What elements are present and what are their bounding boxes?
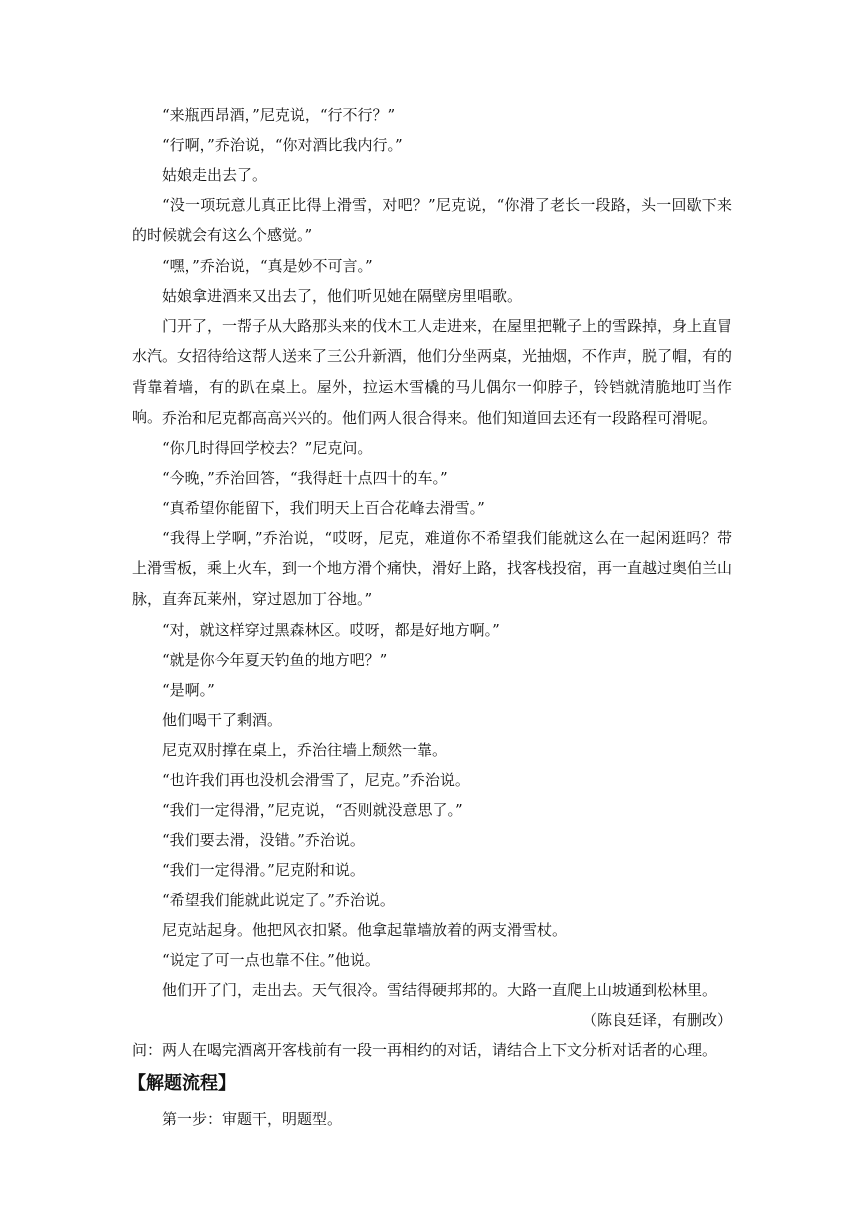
paragraph-2: “行啊，”乔治说，“你对酒比我内行。” (162, 136, 403, 154)
paragraph-15: “是啊。” (162, 681, 215, 699)
paragraph-1: “来瓶西昂酒，”尼克说，“行不行？” (162, 106, 396, 124)
paragraph-19: “我们一定得滑，”尼克说，“否则就没意思了。” (162, 801, 463, 819)
paragraph-21: “我们一定得滑。”尼克附和说。 (162, 861, 365, 879)
paragraph-8: 乔治和尼克都高高兴兴的。他们两人很合得来。他们知道回去还有一段路程可滑呢。 (162, 409, 718, 427)
translator-attribution: （陈良廷译，有删改） (581, 1011, 732, 1029)
paragraph-13: “对，就这样穿过黑森林区。哎呀，都是好地方啊。” (162, 621, 500, 639)
paragraph-11: “真希望你能留下，我们明天上百合花峰去滑雪。” (162, 499, 485, 517)
paragraph-7: 门开了，一帮子从大路那头来的伐木工人走进来，在屋里把靴子上的雪跺掉，身上直冒水汽。女招待给这帮人送来了三公升新酒，他们分坐两桌，光抽烟，不作声，脱了帽，有的背靠着墙，有的趴在桌上。屋外，拉运木雪橇的马儿偶尔一仰脖子，铃铛就清脆地叮当作响。 (132, 317, 733, 427)
paragraph-3: 姑娘走出去了。 (162, 166, 268, 184)
paragraph-23: 尼克站起身。他把风衣扣紧。他拿起靠墙放着的两支滑雪杖。 (162, 921, 568, 939)
section-heading: 【解题流程】 (128, 1073, 236, 1094)
question-text: 问：两人在喝完酒离开客栈前有一段一再相约的对话，请结合上下文分析对话者的心理。 (132, 1041, 718, 1059)
paragraph-17: 尼克双肘撑在桌上，乔治往墙上颓然一靠。 (162, 741, 448, 759)
paragraph-24: “说定了可一点也靠不住。”他说。 (162, 951, 380, 969)
paragraph-4: “没一项玩意儿真正比得上滑雪，对吧？”尼克说，“你滑了老长一段路，头一回歇下来的时候就会有这么个感觉。” (132, 196, 732, 245)
paragraph-14: “就是你今年夏天钓鱼的地方吧？” (162, 651, 388, 669)
step-one: 第一步：审题干，明题型。 (162, 1110, 343, 1128)
paragraph-18: “也许我们再也没机会滑雪了，尼克。”乔治说。 (162, 771, 470, 789)
paragraph-9: “你几时得回学校去？”尼克问。 (162, 439, 373, 457)
paragraph-5: “嘿，”乔治说，“真是妙不可言。” (162, 257, 373, 275)
paragraph-16: 他们喝干了剩酒。 (162, 711, 283, 729)
paragraph-10: “今晚，”乔治回答，“我得赶十点四十的车。” (162, 469, 448, 487)
paragraph-22: “希望我们能就此说定了。”乔治说。 (162, 891, 395, 909)
paragraph-25: 他们开了门，走出去。天气很冷。雪结得硬邦邦的。大路一直爬上山坡通到松林里。 (162, 981, 718, 999)
paragraph-20: “我们要去滑，没错。”乔治说。 (162, 831, 365, 849)
paragraph-6: 姑娘拿进酒来又出去了，他们听见她在隔壁房里唱歌。 (162, 287, 523, 305)
paragraph-12: “我得上学啊，”乔治说，“哎呀，尼克，难道你不希望我们能就这么在一起闲逛吗？带上滑雪板，乘上火车，到一个地方滑个痛快，滑好上路，找客栈投宿，再一直越过奥伯兰山脉，直奔瓦莱州，穿过恩加丁谷地。” (132, 529, 733, 608)
